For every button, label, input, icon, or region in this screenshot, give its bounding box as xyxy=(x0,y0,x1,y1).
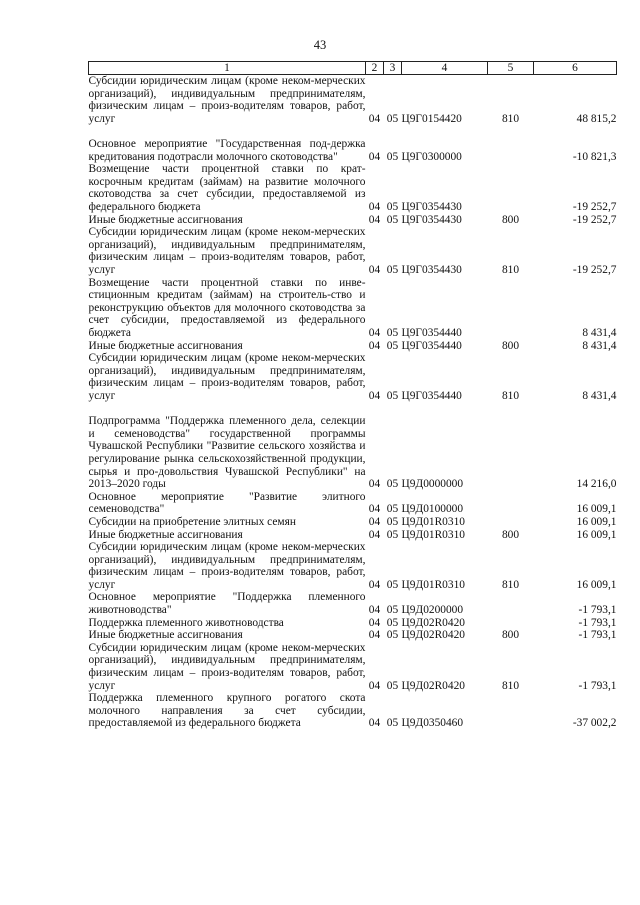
table-row xyxy=(89,214,617,227)
row-subsection: 05 xyxy=(386,326,399,339)
row-amount: 8 431,4 xyxy=(582,326,617,339)
row-description xyxy=(89,340,366,353)
row-amount: -1 793,1 xyxy=(578,616,617,629)
row-amount: -37 002,2 xyxy=(572,717,617,730)
row-target-article: Ц9Г0354430 xyxy=(401,213,462,226)
row-expense-type xyxy=(488,692,534,730)
row-description-text: Подпрограмма "Поддержка племенного дела, селекции и семеноводства" государственной программы Чувашской Республики "Развитие сельского хозяйства и регулирование рынка сельскохозяйственной продукции, сырья и про-довольствия Чувашской Республики" на 2013–2020 годы xyxy=(88,415,366,491)
row-description-text: Иные бюджетные ассигнования xyxy=(88,528,243,541)
row-description-text: Иные бюджетные ассигнования xyxy=(88,629,243,642)
row-description-text: Субсидии юридическим лицам (кроме неком-мерческих организаций), индивидуальным предпринимателям, физическим лицам – произ-водителям товаров, работ, услуг xyxy=(88,75,366,125)
table-row xyxy=(89,491,617,516)
table-row xyxy=(89,352,617,402)
row-section: 04 xyxy=(368,339,381,352)
row-section: 04 xyxy=(368,717,381,730)
row-target-article: Ц9Д0200000 xyxy=(401,604,464,617)
row-description-text: Субсидии юридическим лицам (кроме неком-мерческих организаций), индивидуальным предпринимателям, физическим лицам – произ-водителям товаров, работ, услуг xyxy=(88,641,366,692)
row-description xyxy=(89,226,366,276)
row-target-article: Ц9Д0100000 xyxy=(401,503,464,516)
column-header-2: 2 xyxy=(366,62,384,75)
column-header-5: 5 xyxy=(488,62,534,75)
row-section: 04 xyxy=(368,578,381,591)
row-section: 04 xyxy=(368,326,381,339)
row-description xyxy=(89,529,366,542)
row-amount: 16 009,1 xyxy=(576,528,617,541)
row-subsection: 05 xyxy=(386,717,399,730)
row-target-article: Ц9Д02R0420 xyxy=(401,679,465,692)
row-description xyxy=(89,642,366,692)
row-description-text: Субсидии юридическим лицам (кроме неком-мерческих организаций), индивидуальным предпринимателям, физическим лицам – произ-водителям товаров, работ, услуг xyxy=(88,352,366,402)
row-section: 04 xyxy=(368,389,381,402)
table-row xyxy=(89,163,617,213)
row-target-article: Ц9Г0300000 xyxy=(401,150,462,163)
row-description-text: Субсидии юридическим лицам (кроме неком-мерческих организаций), индивидуальным предпринимателям, физическим лицам – произ-водителям товаров, работ, услуг xyxy=(88,226,366,276)
row-amount: -1 793,1 xyxy=(578,604,617,617)
row-subsection: 05 xyxy=(386,629,399,642)
row-target-article: Ц9Г0354440 xyxy=(401,326,462,339)
row-target-article: Ц9Д02R0420 xyxy=(401,629,465,642)
column-header-1: 1 xyxy=(89,62,366,75)
row-subsection: 05 xyxy=(386,578,399,591)
table-row xyxy=(89,340,617,353)
row-section: 04 xyxy=(368,263,381,276)
row-target-article: Ц9Д01R0310 xyxy=(401,515,465,528)
table-row xyxy=(89,75,617,126)
row-expense-type: 810 xyxy=(501,389,520,402)
row-target-article: Ц9Г0354440 xyxy=(401,389,462,402)
table-row xyxy=(89,403,617,491)
row-target-article: Ц9Д0000000 xyxy=(401,478,464,491)
table-row xyxy=(89,125,617,163)
row-description xyxy=(89,403,366,491)
row-amount: 8 431,4 xyxy=(582,339,617,352)
row-section: 04 xyxy=(368,503,381,516)
column-header-4: 4 xyxy=(402,62,488,75)
row-subsection: 05 xyxy=(386,389,399,402)
row-expense-type: 810 xyxy=(501,679,520,692)
row-target-article: Ц9Д01R0310 xyxy=(401,578,465,591)
row-subsection: 05 xyxy=(386,616,399,629)
row-subsection: 05 xyxy=(386,515,399,528)
table-row xyxy=(89,692,617,730)
row-target-article: Ц9Г0354430 xyxy=(401,200,462,213)
row-description-text: Поддержка племенного животноводства xyxy=(88,616,284,629)
row-description-text: Поддержка племенного крупного рогатого скота молочного направления за счет субсидии, предоставляемой из федерального бюджета xyxy=(88,692,366,730)
table-body xyxy=(89,75,617,731)
row-section: 04 xyxy=(368,150,381,163)
row-subsection: 05 xyxy=(386,200,399,213)
header-row xyxy=(89,62,617,75)
table-row xyxy=(89,541,617,591)
row-section: 04 xyxy=(368,515,381,528)
row-section: 04 xyxy=(368,679,381,692)
row-description xyxy=(89,516,366,529)
row-target-article: Ц9Г0354430 xyxy=(401,263,462,276)
page-number: 43 xyxy=(313,38,327,52)
row-section: 04 xyxy=(368,112,381,125)
row-expense-type xyxy=(488,163,534,213)
row-description xyxy=(89,617,366,630)
row-expense-type xyxy=(488,491,534,516)
row-amount: -1 793,1 xyxy=(578,679,617,692)
table-row xyxy=(89,617,617,630)
table-row xyxy=(89,591,617,616)
column-header-6: 6 xyxy=(534,62,617,75)
row-description-text: Возмещение части процентной ставки по инве-стиционным кредитам (займам) на строитель-ство и реконструкцию объектов для молочного скотоводства за счет субсидии, предоставляемой из федерального бюджета xyxy=(88,276,366,339)
row-expense-type xyxy=(488,617,534,630)
table-row xyxy=(89,629,617,642)
row-expense-type: 810 xyxy=(501,112,520,125)
row-expense-type: 800 xyxy=(501,528,520,541)
row-target-article: Ц9Д01R0310 xyxy=(401,528,465,541)
row-amount: -1 793,1 xyxy=(578,629,617,642)
row-subsection: 05 xyxy=(386,263,399,276)
row-description xyxy=(89,541,366,591)
row-description-text: Основное мероприятие "Поддержка племенного животноводства" xyxy=(88,591,366,617)
row-amount: -10 821,3 xyxy=(572,150,617,163)
row-subsection: 05 xyxy=(386,604,399,617)
row-expense-type xyxy=(488,403,534,491)
budget-table xyxy=(88,61,617,730)
row-subsection: 05 xyxy=(386,339,399,352)
row-section: 04 xyxy=(368,213,381,226)
row-description xyxy=(89,352,366,402)
row-expense-type: 800 xyxy=(501,629,520,642)
row-amount: 8 431,4 xyxy=(582,389,617,402)
row-amount: -19 252,7 xyxy=(572,200,617,213)
row-description xyxy=(89,591,366,616)
row-amount: -19 252,7 xyxy=(572,263,617,276)
row-description xyxy=(89,692,366,730)
row-subsection: 05 xyxy=(386,679,399,692)
row-description-text: Основное мероприятие "Развитие элитного семеноводства" xyxy=(88,490,366,516)
row-description xyxy=(89,75,366,126)
table-header xyxy=(89,62,617,75)
row-section: 04 xyxy=(368,478,381,491)
row-description xyxy=(89,491,366,516)
table-row xyxy=(89,516,617,529)
row-description xyxy=(89,163,366,213)
row-description xyxy=(89,277,366,340)
row-description xyxy=(89,629,366,642)
table-row xyxy=(89,277,617,340)
row-description-text: Основное мероприятие "Государственная под-держка кредитования подотрасли молочного скотоводства" xyxy=(88,137,366,163)
row-target-article: Ц9Г0154420 xyxy=(401,112,462,125)
row-expense-type xyxy=(488,277,534,340)
row-amount: -19 252,7 xyxy=(572,213,617,226)
row-target-article: Ц9Г0354440 xyxy=(401,339,462,352)
row-subsection: 05 xyxy=(386,528,399,541)
row-description xyxy=(89,125,366,163)
row-section: 04 xyxy=(368,200,381,213)
row-expense-type: 810 xyxy=(501,578,520,591)
row-subsection: 05 xyxy=(386,112,399,125)
row-amount: 16 009,1 xyxy=(576,515,617,528)
row-expense-type: 800 xyxy=(501,339,520,352)
row-expense-type: 800 xyxy=(501,213,520,226)
row-expense-type: 810 xyxy=(501,263,520,276)
row-subsection: 05 xyxy=(386,503,399,516)
row-description-text: Возмещение части процентной ставки по крат-косрочным кредитам (займам) на развитие молочного скотоводства за счет субсидии, предоставляемой из федерального бюджета xyxy=(88,163,366,213)
table-row xyxy=(89,226,617,276)
row-expense-type xyxy=(488,125,534,163)
row-section: 04 xyxy=(368,528,381,541)
row-description-text: Иные бюджетные ассигнования xyxy=(88,339,243,352)
column-header-3: 3 xyxy=(384,62,402,75)
row-expense-type xyxy=(488,591,534,616)
row-subsection: 05 xyxy=(386,213,399,226)
row-amount: 16 009,1 xyxy=(576,578,617,591)
row-subsection: 05 xyxy=(386,478,399,491)
row-section: 04 xyxy=(368,604,381,617)
row-section: 04 xyxy=(368,616,381,629)
row-amount: 16 009,1 xyxy=(576,503,617,516)
row-section: 04 xyxy=(368,629,381,642)
row-description-text: Субсидии юридическим лицам (кроме неком-мерческих организаций), индивидуальным предпринимателям, физическим лицам – произ-водителям товаров, работ, услуг xyxy=(88,541,366,591)
row-target-article: Ц9Д0350460 xyxy=(401,717,464,730)
row-description-text: Субсидии на приобретение элитных семян xyxy=(88,515,296,528)
row-target-article: Ц9Д02R0420 xyxy=(401,616,465,629)
row-expense-type xyxy=(488,516,534,529)
table-row xyxy=(89,529,617,542)
row-description-text: Иные бюджетные ассигнования xyxy=(88,213,243,226)
row-amount: 14 216,0 xyxy=(576,478,617,491)
row-amount: 48 815,2 xyxy=(576,112,617,125)
table-row xyxy=(89,642,617,692)
row-description xyxy=(89,214,366,227)
row-subsection: 05 xyxy=(386,150,399,163)
